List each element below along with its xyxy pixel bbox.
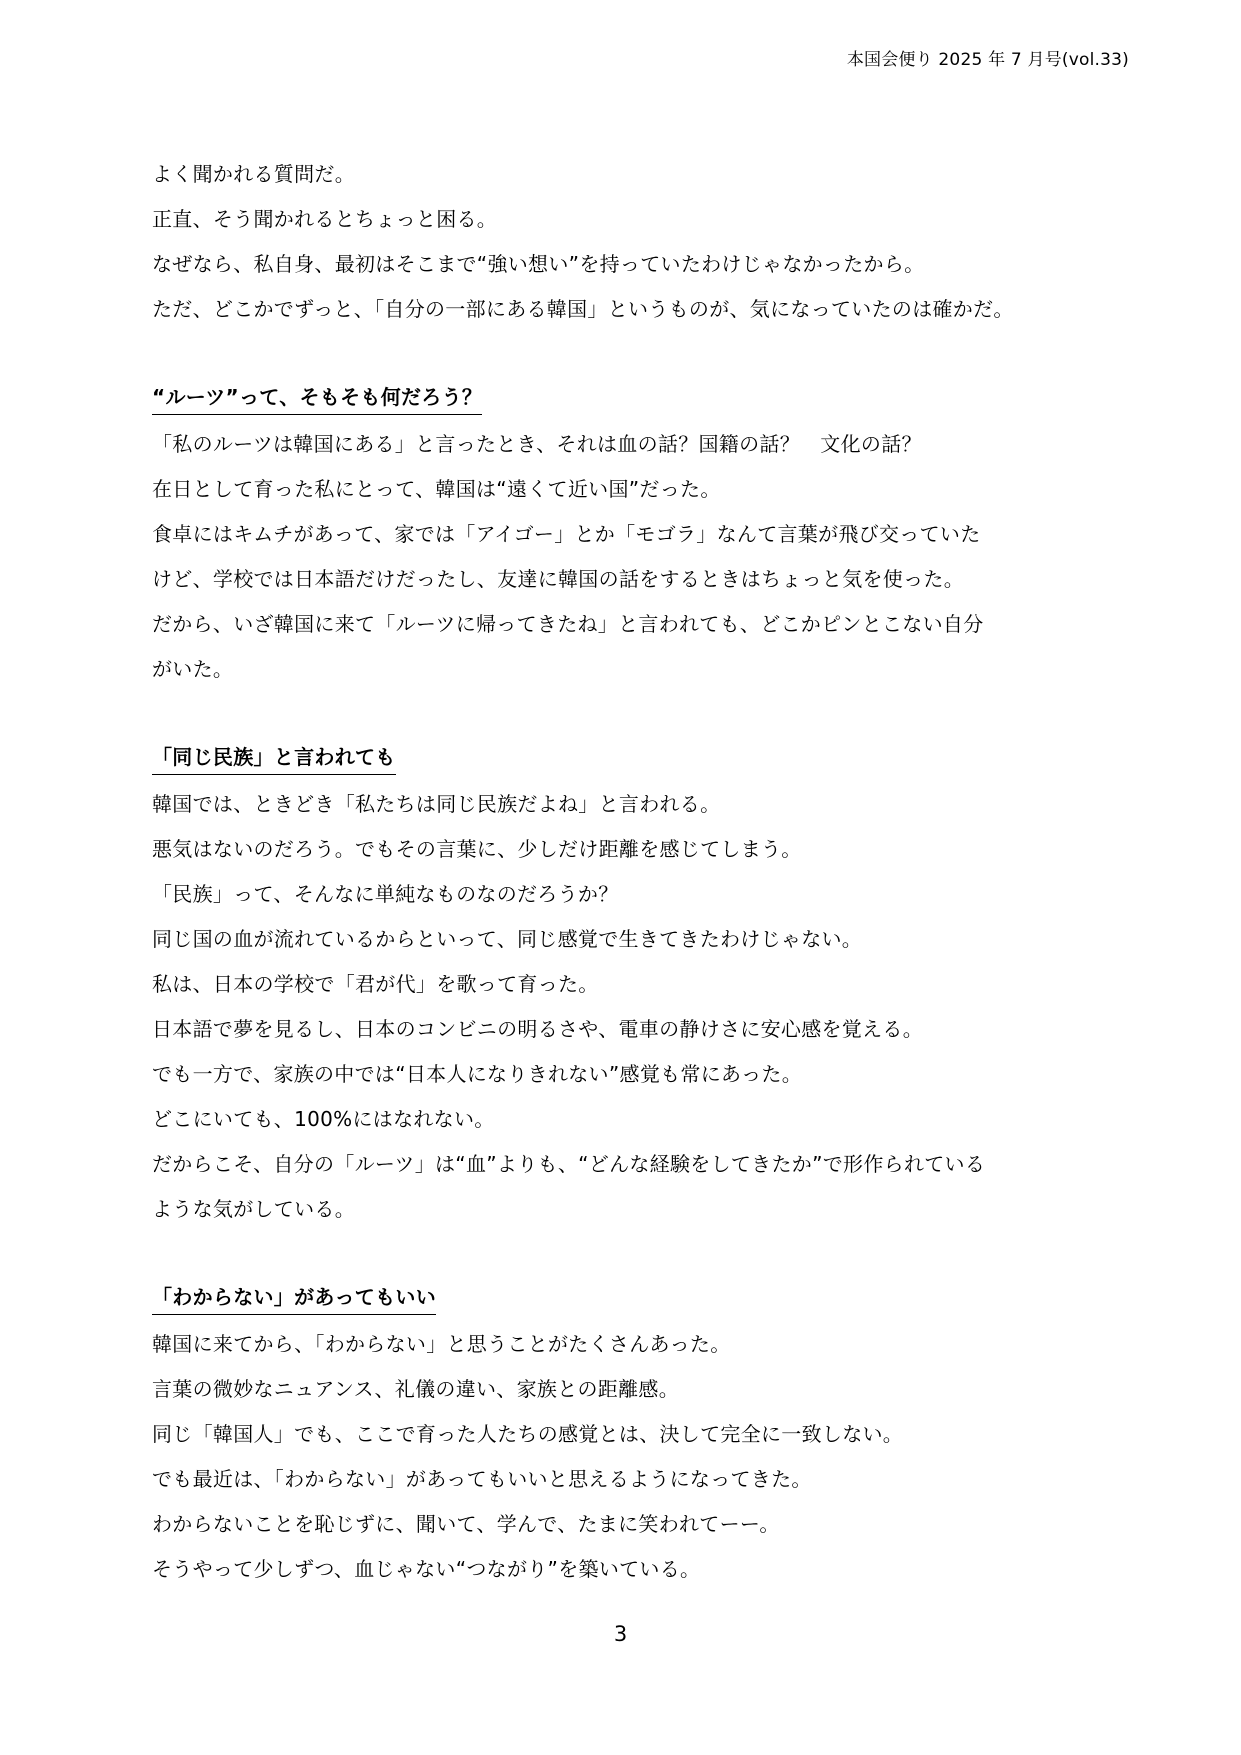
section-heading: 「わからない」があってもいい [152, 1282, 436, 1315]
intro-line: なぜなら、私自身、最初はそこまで“強い想い”を持っていたわけじゃなかったから。 [152, 252, 925, 276]
section-heading: “ルーツ”って、そもそも何だろう？ [152, 382, 482, 415]
intro-line: よく聞かれる質問だ。 [152, 162, 355, 186]
body-line: 同じ「韓国人」でも、ここで育った人たちの感覚とは、決して完全に一致しない。 [152, 1422, 904, 1446]
article-body [152, 152, 1102, 1592]
intro-paragraph [152, 152, 1102, 332]
intro-line: 正直、そう聞かれるとちょっと困る。 [152, 207, 498, 231]
body-line: 韓国に来てから、「わからない」と思うことがたくさんあった。 [152, 1332, 731, 1356]
body-line: そうやって少しずつ、血じゃない“つながり”を築いている。 [152, 1557, 701, 1581]
page-number: 3 [613, 1622, 628, 1646]
section-same-ethnicity [152, 739, 1102, 1232]
body-line: 「私のルーツは韓国にある」と言ったとき、それは血の話？国籍の話？ 文化の話？ [152, 432, 922, 456]
body-line: 言葉の微妙なニュアンス、礼儀の違い、家族との距離感。 [152, 1377, 679, 1401]
intro-line: ただ、どこかでずっと、「自分の一部にある韓国」というものが、気になっていたのは確かだ。 [152, 297, 1014, 321]
body-line: ような気がしている。 [152, 1197, 355, 1221]
body-line: けど、学校では日本語だけだったし、友達に韓国の話をするときはちょっと気を使った。 [152, 567, 964, 591]
body-line: 在日として育った私にとって、韓国は“遠くて近い国”だった。 [152, 477, 721, 501]
body-line: 同じ国の血が流れているからといって、同じ感覚で生きてきたわけじゃない。 [152, 927, 863, 951]
section-roots [152, 379, 1102, 692]
section-not-knowing [152, 1279, 1102, 1592]
body-line: 私は、日本の学校で「君が代」を歌って育った。 [152, 972, 599, 996]
body-line: 悪気はないのだろう。でもその言葉に、少しだけ距離を感じてしまう。 [152, 837, 802, 861]
body-line: だからこそ、自分の「ルーツ」は“血”よりも、“どんな経験をしてきたか”で形作られている [152, 1152, 986, 1176]
body-line: だから、いざ韓国に来て「ルーツに帰ってきたね」と言われても、どこかピンとこない自分 [152, 612, 984, 636]
running-header: 本国会便り 2025 年 7 月号(vol.33) [846, 50, 1129, 70]
body-line: がいた。 [152, 657, 234, 681]
body-line: わからないことを恥じずに、聞いて、学んで、たまに笑われてーー。 [152, 1512, 780, 1536]
body-line: 食卓にはキムチがあって、家では「アイゴー」とか「モゴラ」なんて言葉が飛び交っていた [152, 522, 981, 546]
body-line: でも一方で、家族の中では“日本人になりきれない”感覚も常にあった。 [152, 1062, 803, 1086]
body-line: 日本語で夢を見るし、日本のコンビニの明るさや、電車の静けさに安心感を覚える。 [152, 1017, 923, 1041]
body-line: どこにいても、100%にはなれない。 [152, 1107, 495, 1131]
section-heading: 「同じ民族」と言われても [152, 742, 396, 775]
body-line: 「民族」って、そんなに単純なものなのだろうか？ [152, 882, 619, 906]
body-line: 韓国では、ときどき「私たちは同じ民族だよね」と言われる。 [152, 792, 721, 816]
body-line: でも最近は、「わからない」があってもいいと思えるようになってきた。 [152, 1467, 812, 1491]
